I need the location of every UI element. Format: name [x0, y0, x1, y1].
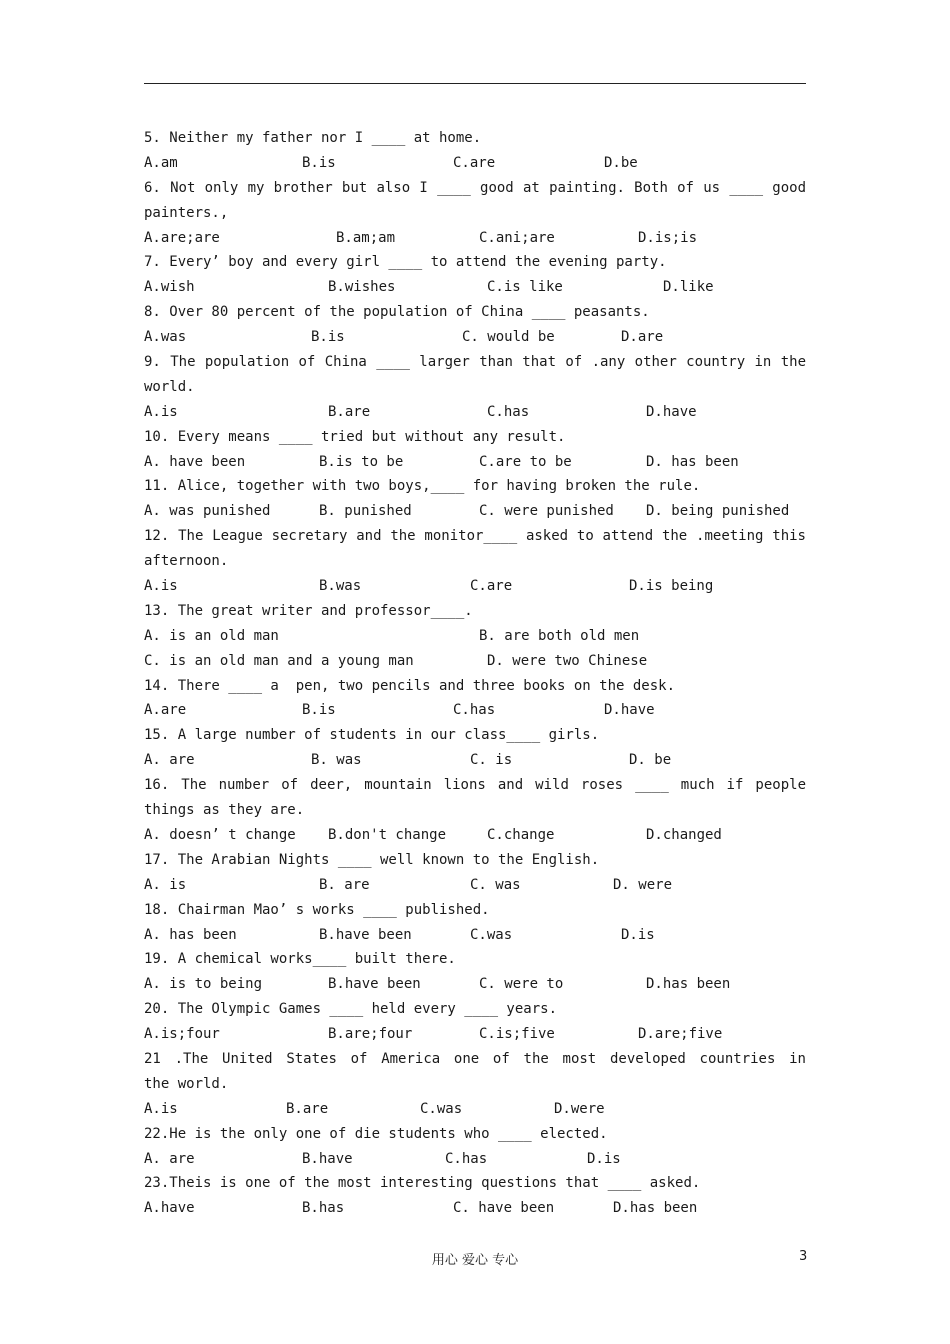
question-item [144, 250, 806, 300]
options-row [144, 873, 806, 898]
question-stem: 7. Every’ boy and every girl ____ to attend the evening party. [144, 254, 667, 271]
question-item [144, 176, 806, 251]
options-row [144, 574, 806, 599]
question-stem: 11. Alice, together with two boys,____ for having broken the rule. [144, 478, 701, 495]
answer-option: B.have [302, 1150, 353, 1167]
answer-option: A. is [144, 876, 187, 893]
answer-option: A.are [144, 702, 187, 719]
question-item [144, 773, 806, 848]
answer-option: D.has been [613, 1200, 698, 1217]
question-stem: 13. The great writer and professor____. [144, 602, 473, 619]
answer-option: A.is [144, 1100, 178, 1117]
question-item [144, 723, 806, 773]
options-row [144, 823, 806, 848]
options-row [144, 1147, 806, 1172]
answer-option: A. have been [144, 453, 246, 470]
answer-option: A. was punished [144, 503, 271, 520]
question-stem: world. [144, 378, 195, 395]
question-item [144, 898, 806, 948]
answer-option: B.don't change [328, 826, 447, 843]
answer-option: C. is an old man and a young man [144, 652, 414, 669]
options-row [144, 325, 806, 350]
answer-option: B.is [302, 702, 336, 719]
question-item [144, 674, 806, 724]
answer-option: C. was [470, 876, 521, 893]
question-stem: 8. Over 80 percent of the population of China ____ peasants. [144, 304, 650, 321]
question-item [144, 474, 806, 524]
answer-option: C.was [420, 1100, 463, 1117]
options-row [144, 450, 806, 475]
answer-option: A. is to being [144, 976, 263, 993]
answer-option: A. doesn’ t change [144, 826, 296, 843]
options-row [144, 624, 806, 649]
question-list [144, 126, 806, 1221]
answer-option: D.have [604, 702, 655, 719]
answer-option: D.are;five [638, 1026, 723, 1043]
answer-option: C.is like [487, 279, 563, 296]
question-stem: 17. The Arabian Nights ____ well known to the English. [144, 851, 600, 868]
answer-option: A.is [144, 403, 178, 420]
question-item [144, 599, 806, 649]
answer-option: B. are both old men [479, 627, 640, 644]
answer-option: A.is;four [144, 1026, 220, 1043]
question-stem: 14. There ____ a pen, two pencils and three books on the desk. [144, 677, 676, 694]
answer-option: A. are [144, 752, 195, 769]
options-row [144, 923, 806, 948]
question-stem: 23.Theis is one of the most interesting questions that ____ asked. [144, 1175, 701, 1192]
page-number: 3 [799, 1249, 808, 1264]
answer-option: C.is;five [479, 1026, 555, 1043]
answer-option: C.are [453, 154, 496, 171]
answer-option: B. was [311, 752, 362, 769]
question-stem: 20. The Olympic Games ____ held every ____ years. [144, 1001, 558, 1018]
answer-option: B. punished [319, 503, 412, 520]
question-item [144, 300, 806, 350]
question-item [144, 1047, 806, 1122]
answer-option: B.are [286, 1100, 329, 1117]
answer-option: D. being punished [646, 503, 790, 520]
options-row [144, 151, 806, 176]
answer-option: D. were [613, 876, 673, 893]
answer-option: C.has [487, 403, 530, 420]
question-stem: 5. Neither my father nor I ____ at home. [144, 130, 482, 146]
answer-option: B.is to be [319, 453, 404, 470]
answer-option: A.wish [144, 279, 195, 296]
question-item [144, 350, 806, 425]
question-stem: things as they are. [144, 802, 305, 819]
answer-option: A.have [144, 1200, 195, 1217]
question-stem: 15. A large number of students in our class____ girls. [144, 727, 600, 744]
answer-option: C. were punished [479, 503, 614, 520]
answer-option: A. is an old man [144, 627, 279, 644]
answer-option: C.was [470, 926, 513, 943]
options-row [144, 400, 806, 425]
question-item [144, 425, 806, 475]
answer-option: C. is [470, 752, 513, 769]
question-stem: afternoon. [144, 553, 229, 570]
question-stem: 21 .The United States of America one of the most developed countries in [144, 1050, 806, 1067]
question-stem: 6. Not only my brother but also I ____ good at painting. Both of us ____ good [144, 179, 806, 196]
question-item [144, 126, 806, 176]
answer-option: D.is;is [638, 229, 698, 246]
answer-option: D.is being [629, 578, 714, 595]
answer-option: B.was [319, 578, 362, 595]
answer-option: B. are [319, 876, 370, 893]
options-row [144, 698, 806, 723]
answer-option: D. has been [646, 453, 739, 470]
question-item [144, 947, 806, 997]
question-item [144, 848, 806, 898]
question-stem: 16. The number of deer, mountain lions and wild roses ____ much if people [144, 777, 806, 794]
question-item [144, 997, 806, 1047]
options-row [144, 748, 806, 773]
answer-option: C.change [487, 826, 555, 843]
answer-option: B.are [328, 403, 371, 420]
question-stem: 18. Chairman Mao’ s works ____ published. [144, 901, 490, 918]
options-row [144, 1196, 806, 1221]
answer-option: C.ani;are [479, 229, 555, 246]
answer-option: A. are [144, 1150, 195, 1167]
question-stem: 22.He is the only one of die students who ____ elected. [144, 1125, 608, 1142]
answer-option: D. were two Chinese [487, 652, 648, 669]
answer-option: A. has been [144, 926, 237, 943]
answer-option: C.has [445, 1150, 488, 1167]
answer-option: D.have [646, 403, 697, 420]
options-row [144, 226, 806, 251]
question-item [144, 1122, 806, 1172]
question-stem: 19. A chemical works____ built there. [144, 951, 456, 968]
question-item [144, 649, 806, 674]
answer-option: C. have been [453, 1200, 555, 1217]
answer-option: A.is [144, 578, 178, 595]
header-rule [144, 83, 806, 84]
options-row [144, 499, 806, 524]
answer-option: D. be [629, 752, 672, 769]
answer-option: D.is [621, 926, 655, 943]
question-item [144, 1171, 806, 1221]
answer-option: D.is [587, 1150, 621, 1167]
answer-option: B.is [302, 154, 336, 171]
options-row [144, 275, 806, 300]
answer-option: A.are;are [144, 229, 220, 246]
answer-option: D.like [663, 279, 714, 296]
answer-option: D.were [554, 1100, 605, 1117]
answer-option: B.is [311, 329, 345, 346]
options-row [144, 1022, 806, 1047]
question-stem: painters., [144, 204, 229, 221]
options-row [144, 649, 806, 674]
question-stem: 10. Every means ____ tried but without any result. [144, 428, 566, 445]
answer-option: C.are [470, 578, 513, 595]
answer-option: D.has been [646, 976, 731, 993]
answer-option: D.are [621, 329, 664, 346]
footer-motto: 用心 爱心 专心 [431, 1253, 519, 1268]
question-stem: 12. The League secretary and the monitor____ asked to attend the .meeting this [144, 528, 806, 545]
options-row [144, 972, 806, 997]
answer-option: C.has [453, 702, 496, 719]
question-stem: 9. The population of China ____ larger than that of .any other country in the [144, 354, 806, 371]
answer-option: C. were to [479, 976, 564, 993]
answer-option: D.be [604, 154, 638, 171]
answer-option: B.has [302, 1200, 345, 1217]
answer-option: B.have been [328, 976, 421, 993]
question-item [144, 524, 806, 599]
question-stem: the world. [144, 1075, 229, 1092]
answer-option: B.am;am [336, 229, 396, 246]
answer-option: B.are;four [328, 1026, 413, 1043]
answer-option: C. would be [462, 329, 555, 346]
answer-option: A.am [144, 154, 178, 171]
answer-option: A.was [144, 329, 187, 346]
options-row [144, 1097, 806, 1122]
answer-option: D.changed [646, 826, 722, 843]
answer-option: B.wishes [328, 279, 396, 296]
answer-option: B.have been [319, 926, 412, 943]
answer-option: C.are to be [479, 453, 572, 470]
